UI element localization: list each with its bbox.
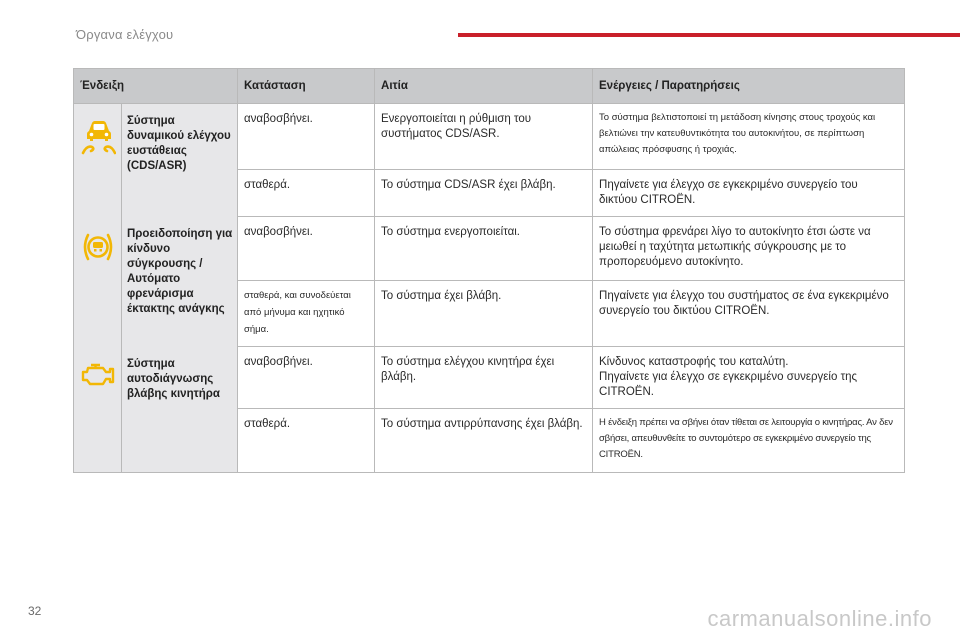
status-cell: σταθερά, και συνοδεύεται από μήνυμα και ηχητικό σήμα. [238,281,375,347]
indicator-icon-cell [74,347,122,473]
cause-cell: Το σύστημα ενεργοποιείται. [375,217,593,281]
indicator-name: Σύστημα αυτοδιάγνωσης βλάβης κινητήρα [122,347,238,473]
header-accent-bar [458,33,960,37]
action-cell: Το σύστημα φρενάρει λίγο το αυτοκίνητο έτσι ώστε να μειωθεί η ταχύτητα μετωπικής σύγκρουσης με το προπορευόμενο αυτοκίνητο. [593,217,905,281]
section-title: Όργανα ελέγχου [76,27,174,42]
skid-car-warning-icon [80,116,116,161]
indicator-table [73,68,905,473]
action-cell: Πηγαίνετε για έλεγχο του συστήματος σε ένα εγκεκριμένο συνεργείο του δικτύου CITROËN. [593,281,905,347]
status-cell: σταθερά. [238,409,375,473]
indicator-name: Σύστημα δυναμικού ελέγχου ευστάθειας (CDS/ASR) [122,104,238,217]
cause-cell: Το σύστημα ελέγχου κινητήρα έχει βλάβη. [375,347,593,409]
status-cell: αναβοσβήνει. [238,217,375,281]
table-row [74,347,905,409]
indicator-name: Προειδοποίηση για κίνδυνο σύγκρουσης / Αυτόματο φρενάρισμα έκτακτης ανάγκης [122,217,238,347]
status-cell: αναβοσβήνει. [238,347,375,409]
action-cell [593,347,905,409]
action-cell: Η ένδειξη πρέπει να σβήνει όταν τίθεται σε λειτουργία ο κινητήρας. Αν δεν σβήσει, απευθυνθείτε το συντομότερο σε εγκεκριμένο συνεργείο της CITROËN. [593,409,905,473]
status-cell: σταθερά. [238,170,375,217]
col-header-indicator: Ένδειξη [74,69,238,104]
action-line: Κίνδυνος καταστροφής του καταλύτη. [599,356,789,368]
cause-cell: Το σύστημα CDS/ASR έχει βλάβη. [375,170,593,217]
col-header-status: Κατάσταση [238,69,375,104]
action-line: Πηγαίνετε για έλεγχο σε εγκεκριμένο συνεργείο της CITROËN. [599,371,858,398]
action-cell: Το σύστημα βελτιστοποιεί τη μετάδοση κίνησης στους τροχούς και βελτιώνει την κατευθυντικότητα του αυτοκινήτου, σε περίπτωση απώλειας πρόσφυσης ή τροχιάς. [593,104,905,170]
cause-cell: Το σύστημα έχει βλάβη. [375,281,593,347]
status-cell: αναβοσβήνει. [238,104,375,170]
cause-cell: Ενεργοποιείται η ρύθμιση του συστήματος CDS/ASR. [375,104,593,170]
watermark: carmanualsonline.info [707,606,932,631]
indicator-icon-cell [74,217,122,347]
col-header-cause: Αιτία [375,69,593,104]
indicator-icon-cell [74,104,122,217]
engine-fault-icon [80,359,116,394]
collision-warning-icon [80,229,116,270]
table-header-row [74,69,905,104]
page-number: 32 [28,604,42,618]
cause-cell: Το σύστημα αντιρρύπανσης έχει βλάβη. [375,409,593,473]
col-header-actions: Ενέργειες / Παρατηρήσεις [593,69,905,104]
action-cell: Πηγαίνετε για έλεγχο σε εγκεκριμένο συνεργείο του δικτύου CITROËN. [593,170,905,217]
table-row [74,104,905,170]
table-row [74,217,905,281]
